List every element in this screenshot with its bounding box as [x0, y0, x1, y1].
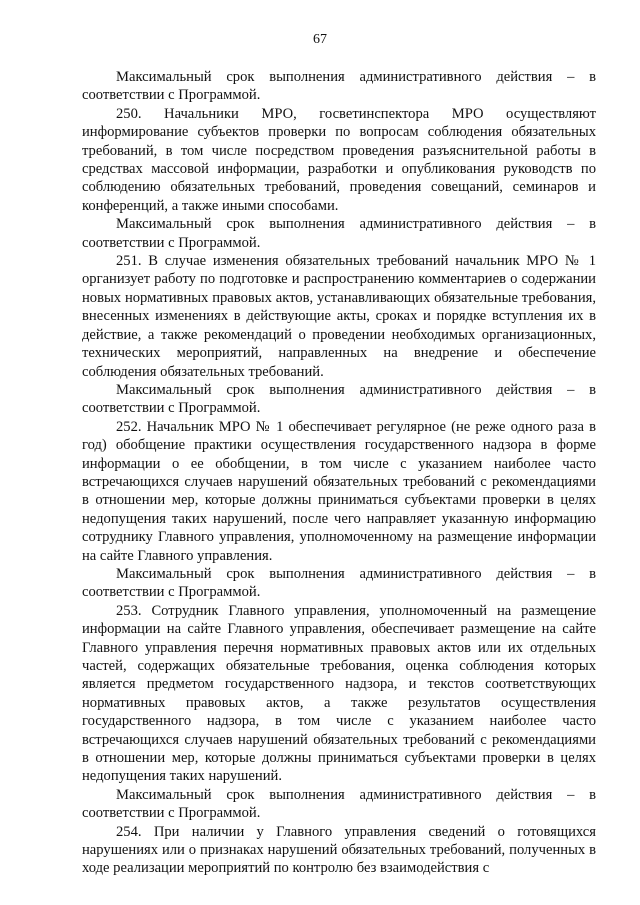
body-text: [82, 68, 596, 878]
paragraph-253: 253. Сотрудник Главного управления, уполномоченный на размещение информации на сайте Главного управления, обеспечивает размещение на сайте Главного управления перечня нормативных правовых актов или их отдельных частей, содержащих обязательные требования, оценка соблюдения которых является предметом государственного надзора, и текстов соответствующих нормативных правовых актов, а также результатов осуществления государственного надзора, в том числе с указанием наиболее часто встречающихся случаев нарушений обязательных требований с рекомендациями в отношении мер, которые должны приниматься субъектами проверки в целях недопущения таких нарушений.: [82, 602, 596, 785]
paragraph-254: 254. При наличии у Главного управления сведений о готовящихся нарушениях или о признаках нарушений обязательных требований, полученных в ходе реализации мероприятий по контролю без взаимодействия с: [82, 823, 596, 877]
paragraph-max-term-2: Максимальный срок выполнения административного действия – в соответствии с Программой.: [82, 216, 596, 251]
paragraph-max-term-4: Максимальный срок выполнения административного действия – в соответствии с Программой.: [82, 565, 596, 601]
page-number: 67: [313, 32, 327, 47]
paragraph-max-term-5: Максимальный срок выполнения административного действия – в соответствии с Программой.: [82, 786, 596, 822]
paragraph-max-term-1: Максимальный срок выполнения административного действия – в соответствии с Программой.: [82, 69, 596, 104]
paragraph-252: 252. Начальник МРО № 1 обеспечивает регулярное (не реже одного раза в год) обобщение практики осуществления государственного надзора в форме информации о ее обобщении, в том числе с указанием наиболее часто встречающихся случаев нарушений обязательных требований с рекомендациями в отношении мер, которые должны приниматься субъектами проверки в целях недопущения таких нарушений, после чего направляет указанную информацию сотруднику Главного управления, уполномоченному на размещение информации на сайте Главного управления.: [82, 418, 596, 564]
paragraph-250: 250. Начальники МРО, госветинспектора МРО осуществляют информирование субъектов проверки по вопросам соблюдения обязательных требований, в том числе посредством проведения разъяснительной работы в средствах массовой информации, разработки и опубликования руководств по соблюдению обязательных требований, проведения совещаний, семинаров и конференций, а также иными способами.: [82, 105, 596, 214]
paragraph-max-term-3: Максимальный срок выполнения административного действия – в соответствии с Программой.: [82, 381, 596, 417]
paragraph-251: 251. В случае изменения обязательных требований начальник МРО № 1 организует работу по подготовке и распространению комментариев о содержании новых нормативных правовых актов, устанавливающих обязательные требования, внесенных изменениях в действующие акты, сроках и порядке вступления их в действие, а также рекомендаций о проведении необходимых организационных, технических мероприятий, направленных на внедрение и обеспечение соблюдения обязательных требований.: [82, 253, 596, 380]
